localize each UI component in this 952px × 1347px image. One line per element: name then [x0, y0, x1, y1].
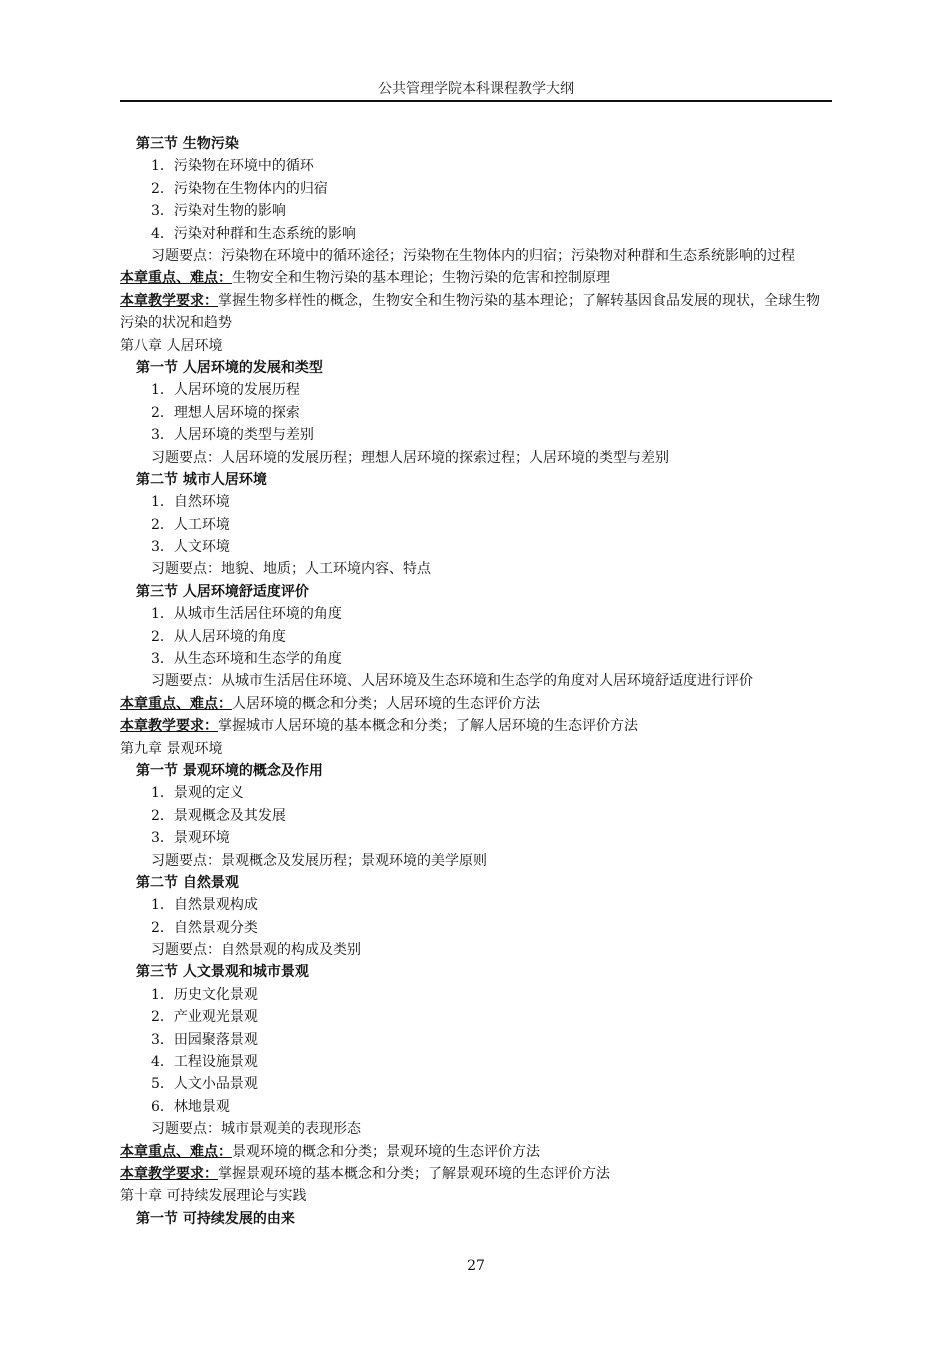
- exercise-points: 习题要点：从城市生活居住环境、人居环境及生态环境和生态学的角度对人居环境舒适度进行评价: [151, 673, 753, 690]
- key-label: 本章重点、难点：: [120, 270, 232, 287]
- list-item: 1．历史文化景观: [151, 986, 258, 1003]
- list-item: 1．污染物在环境中的循环: [151, 158, 314, 175]
- exercise-points: 习题要点：景观概念及发展历程；景观环境的美学原则: [151, 852, 487, 869]
- list-item: 3．景观环境: [151, 830, 230, 847]
- list-item: 3．从生态环境和生态学的角度: [151, 651, 342, 668]
- section-heading: 第一节 景观环境的概念及作用: [136, 762, 323, 779]
- header-rule: [120, 100, 832, 102]
- exercise-points: 习题要点：地貌、地质；人工环境内容、特点: [151, 561, 431, 578]
- chapter-heading: 第十章 可持续发展理论与实践: [120, 1188, 307, 1205]
- list-item: 3．人居环境的类型与差别: [151, 427, 314, 444]
- chapter-heading: 第九章 景观环境: [120, 740, 223, 757]
- chapter-heading: 第八章 人居环境: [120, 337, 223, 354]
- list-item: 3．人文环境: [151, 539, 230, 556]
- chapter-key-line: [120, 715, 832, 737]
- chapter-key-line: [120, 1163, 832, 1185]
- section-heading: 第一节 可持续发展的由来: [136, 1210, 295, 1227]
- list-item: 2．自然景观分类: [151, 919, 258, 936]
- key-text: 掌握城市人居环境的基本概念和分类；了解人居环境的生态评价方法: [218, 718, 638, 735]
- list-item: 2．产业观光景观: [151, 1009, 258, 1026]
- section-heading: 第一节 人居环境的发展和类型: [136, 359, 323, 376]
- section-heading: 第三节 人文景观和城市景观: [136, 964, 309, 981]
- chapter-key-line: [120, 693, 832, 715]
- list-item: 1．人居环境的发展历程: [151, 382, 300, 399]
- list-item: 2．景观概念及其发展: [151, 807, 286, 824]
- key-text: 人居环境的概念和分类；人居环境的生态评价方法: [232, 695, 540, 712]
- list-item: 6．林地景观: [151, 1098, 230, 1115]
- list-item: 1．从城市生活居住环境的角度: [151, 606, 342, 623]
- list-item: 2．从人居环境的角度: [151, 628, 286, 645]
- key-text: 景观环境的概念和分类；景观环境的生态评价方法: [232, 1143, 540, 1160]
- key-label: 本章重点、难点：: [120, 1143, 232, 1160]
- list-item: 4．工程设施景观: [151, 1054, 258, 1071]
- key-text: 掌握景观环境的基本概念和分类；了解景观环境的生态评价方法: [218, 1166, 610, 1182]
- chapter-key-line: [120, 1141, 832, 1163]
- key-text: 掌握生物多样性的概念，生物安全和生物污染的基本理论；了解转基因食品发展的现状，全球生物污染的状况和趋势: [120, 292, 820, 332]
- exercise-points: 习题要点：城市景观美的表现形态: [151, 1121, 361, 1138]
- page-header-title: 公共管理学院本科课程教学大纲: [378, 81, 574, 97]
- key-label: 本章教学要求：: [120, 1166, 218, 1182]
- list-item: 2．理想人居环境的探索: [151, 404, 300, 421]
- list-item: 3．污染对生物的影响: [151, 203, 286, 220]
- key-label: 本章教学要求：: [120, 292, 218, 309]
- list-item: 2．污染物在生物体内的归宿: [151, 180, 328, 197]
- exercise-points: 习题要点：污染物在环境中的循环途径；污染物在生物体内的归宿；污染物对种群和生态系统影响的过程: [151, 247, 795, 264]
- key-text: 生物安全和生物污染的基本理论；生物污染的危害和控制原理: [232, 270, 610, 287]
- list-item: 1．景观的定义: [151, 785, 244, 802]
- list-item: 1．自然景观构成: [151, 897, 258, 914]
- key-label: 本章教学要求：: [120, 718, 218, 735]
- list-item: 5．人文小品景观: [151, 1076, 258, 1093]
- chapter-key-line: [120, 267, 832, 289]
- exercise-points: 习题要点：人居环境的发展历程；理想人居环境的探索过程；人居环境的类型与差别: [151, 449, 669, 466]
- page-number: 27: [467, 1258, 485, 1274]
- list-item: 1．自然环境: [151, 494, 230, 511]
- list-item: 2．人工环境: [151, 516, 230, 533]
- exercise-points: 习题要点：自然景观的构成及类别: [151, 942, 361, 959]
- section-heading: 第三节 人居环境舒适度评价: [136, 583, 309, 600]
- section-heading: 第三节 生物污染: [136, 136, 239, 152]
- list-item: 3．田园聚落景观: [151, 1031, 258, 1048]
- key-label: 本章重点、难点：: [120, 695, 232, 712]
- section-heading: 第二节 自然景观: [136, 874, 239, 891]
- chapter-key-line: [120, 290, 832, 335]
- document-body: [120, 133, 832, 1230]
- list-item: 4．污染对种群和生态系统的影响: [151, 225, 356, 242]
- section-heading: 第二节 城市人居环境: [136, 471, 267, 488]
